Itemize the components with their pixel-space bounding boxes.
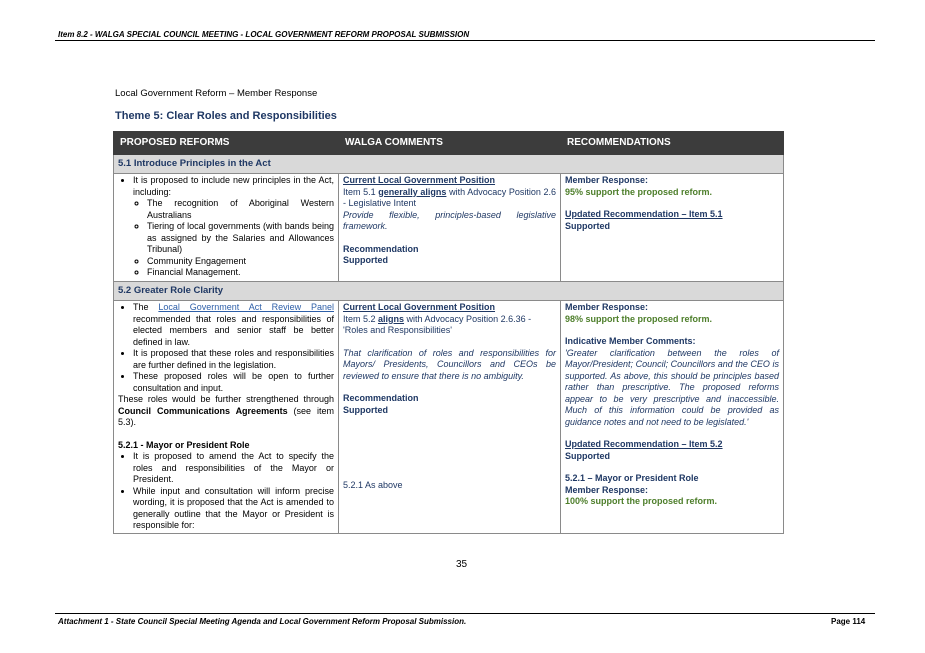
- indicative-comment-text: 'Greater clarification between the roles of Mayor/President; Council; Councillors and the CEO is supported. As above, this should be principles based rather than prescriptive. The proposed reforms appear to be very prescriptive and inaccessible. Much of this information could be provided as guidance notes and not need to be legislated.': [565, 347, 779, 427]
- support-percentage: 95% support the proposed reform.: [565, 186, 713, 197]
- member-response-label: Member Response:: [565, 175, 649, 185]
- recommendation-cell-5-2: [561, 301, 784, 534]
- footer-divider: [55, 613, 875, 614]
- position-italic: That clarification of roles and responsibilities for Mayors/ Presidents, Councillors and CEOs be reviewed to ensure that there is no ambiguity.: [343, 347, 556, 381]
- recommendation-label: Recommendation: [343, 243, 419, 254]
- col-header-proposed-reforms: PROPOSED REFORMS: [114, 132, 339, 155]
- table-row-5-1: [114, 174, 784, 282]
- member-response-label: Member Response:: [565, 302, 649, 312]
- list-item: ◦ Community Engagement: [147, 256, 334, 268]
- intro-text: Local Government Reform – Member Response: [115, 88, 318, 99]
- sub-recommendation-title: 5.2.1 – Mayor or President Role: [565, 473, 699, 483]
- sub-member-response-label: Member Response:: [565, 484, 649, 495]
- list-item: • It is proposed to include new principles in the Act, including: ◦ The recognition of Aboriginal Western Australians ◦ Tiering of local governments (with bands being as assigned by the Salaries and Allowances Tribunal) ◦ Community Engagement ◦ Financial Management.: [133, 175, 334, 279]
- section-title-5-2: 5.2 Greater Role Clarity: [114, 282, 784, 301]
- position-text: Item 5.2 aligns with Advocacy Position 2.6.36 - 'Roles and Responsibilities': [343, 313, 532, 335]
- list-item: • It is proposed to amend the Act to specify the roles and responsibilities of the Mayor or President.: [133, 451, 334, 486]
- updated-recommendation-value: Supported: [565, 220, 610, 231]
- review-panel-link[interactable]: Local Government Act Review Panel: [158, 302, 334, 312]
- recommendation-value: Supported: [343, 404, 388, 415]
- table-row-5-2: [114, 301, 784, 534]
- list-item: ◦ Tiering of local governments (with bands being as assigned by the Salaries and Allowances Tribunal): [147, 221, 334, 256]
- col-header-walga-comments: WALGA COMMENTS: [339, 132, 561, 155]
- list-item: • While input and consultation will inform precise wording, it is proposed that the Act is amended to generally outline that the Mayor or President is responsible for:: [133, 486, 334, 532]
- list-item: ◦ Financial Management.: [147, 267, 334, 279]
- recommendation-cell-5-1: [561, 174, 784, 282]
- reform-cell-5-1: [114, 174, 339, 282]
- position-text: Item 5.1 generally aligns with Advocacy Position 2.6 - Legislative Intent: [343, 186, 557, 208]
- footer-page-number: Page 114: [831, 617, 866, 626]
- section-title-5-1: 5.1 Introduce Principles in the Act: [114, 155, 784, 174]
- theme-heading: Theme 5: Clear Roles and Responsibilities: [115, 110, 337, 122]
- indicative-comments-label: Indicative Member Comments:: [565, 336, 696, 346]
- list-item: ◦ The recognition of Aboriginal Western Australians: [147, 198, 334, 221]
- position-heading: Current Local Government Position: [343, 175, 496, 185]
- list-item: • It is proposed that these roles and responsibilities are further defined in the legislation.: [133, 348, 334, 371]
- col-header-recommendations: RECOMMENDATIONS: [561, 132, 784, 155]
- section-row-5-2: [114, 282, 784, 301]
- list-item: • These proposed roles will be open to further consultation and input.: [133, 371, 334, 394]
- support-percentage: 98% support the proposed reform.: [565, 313, 713, 324]
- section-row-5-1: [114, 155, 784, 174]
- comment-cell-5-1: [339, 174, 561, 282]
- document-header-title: Item 8.2 - WALGA SPECIAL COUNCIL MEETING - LOCAL GOVERNMENT REFORM PROPOSAL SUBMISSION: [58, 30, 470, 39]
- as-above-note: 5.2.1 As above: [343, 480, 403, 490]
- updated-recommendation-label: Updated Recommendation – Item 5.2: [565, 439, 723, 449]
- reform-cell-5-2: [114, 301, 339, 534]
- table-header-row: [114, 132, 784, 155]
- position-italic: Provide flexible, principles-based legislative framework.: [343, 209, 556, 231]
- recommendation-value: Supported: [343, 255, 388, 265]
- footer-text: Attachment 1 - State Council Special Meeting Agenda and Local Government Reform Proposal Submission.: [58, 617, 467, 626]
- list-item: • The Local Government Act Review Panel recommended that roles and responsibilities of elected members and senior staff be better defined in law.: [133, 302, 334, 348]
- header-divider: [55, 40, 875, 41]
- updated-recommendation-value: Supported: [565, 450, 610, 461]
- position-heading: Current Local Government Position: [343, 302, 496, 312]
- updated-recommendation-label: Updated Recommendation – Item 5.1: [565, 209, 723, 219]
- strengthened-paragraph: These roles would be further strengthened through Council Communications Agreements (see item 5.3).: [118, 394, 334, 427]
- sub-section-title: 5.2.1 - Mayor or President Role: [118, 439, 250, 450]
- comment-cell-5-2: [339, 301, 561, 534]
- reforms-table: [113, 131, 784, 534]
- sub-support-percentage: 100% support the proposed reform.: [565, 496, 718, 506]
- page-number: 35: [456, 559, 468, 570]
- recommendation-label: Recommendation: [343, 393, 419, 403]
